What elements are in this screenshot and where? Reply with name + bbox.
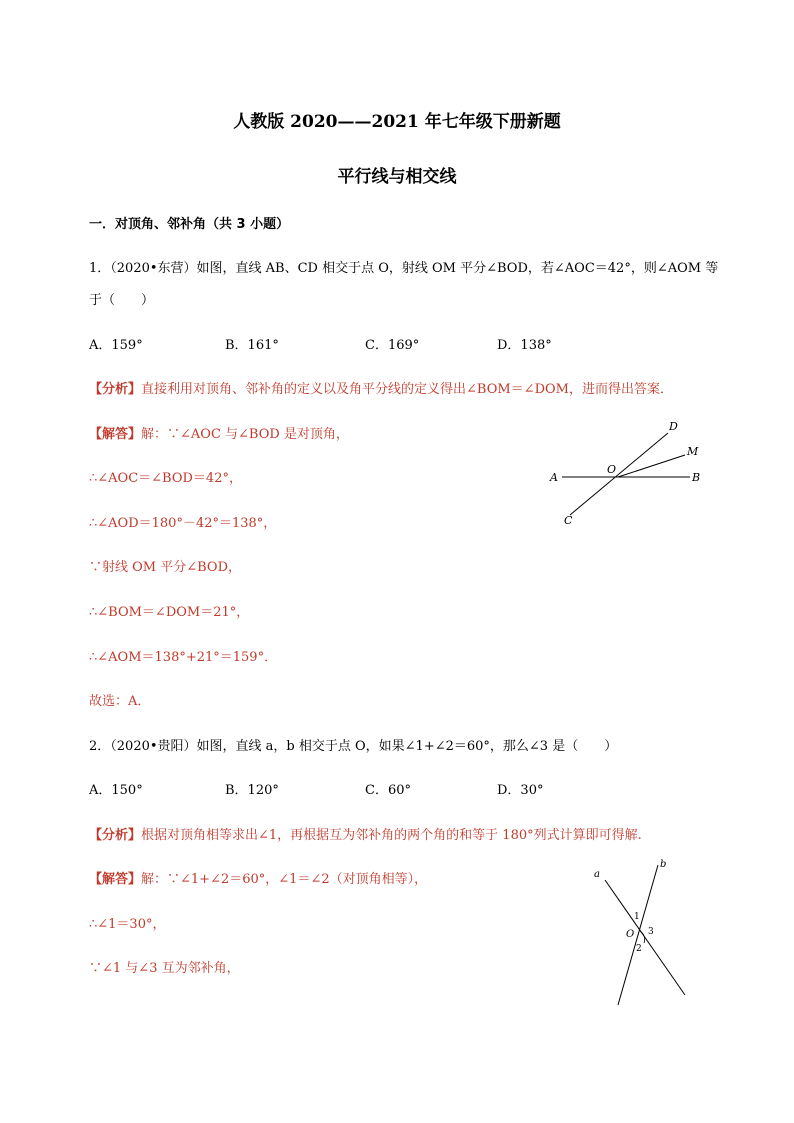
q1-stem-line1: 1．（2020•东营）如图，直线 AB、CD 相交于点 O，射线 OM 平分∠BOD，若∠AOC＝42°，则∠AOM 等 xyxy=(89,261,719,276)
q2-option-b: B．120° xyxy=(225,783,279,798)
label-a: A xyxy=(550,471,558,484)
q2-stem: 2．（2020•贵阳）如图，直线 a，b 相交于点 O，如果∠1+∠2＝60°，那么∠3 是（ ） xyxy=(89,739,618,754)
q1-step-1: ∴∠AOC＝∠BOD＝42°， xyxy=(89,471,242,486)
label-o-point: O xyxy=(626,929,635,940)
label-o: O xyxy=(607,463,617,476)
label-m: M xyxy=(687,445,699,458)
label-b-line: b xyxy=(660,859,667,870)
q2-analysis xyxy=(89,824,642,843)
label-angle-1: 1 xyxy=(634,912,640,922)
q1-analysis xyxy=(89,378,673,397)
q1-option-d: D．138° xyxy=(497,338,552,353)
q1-option-c: C．169° xyxy=(365,338,420,353)
section-heading: 一．对顶角、邻补角（共 3 小题） xyxy=(89,217,290,232)
q1-step-4: ∴∠BOM＝∠DOM＝21°， xyxy=(89,605,250,620)
q2-option-d: D．30° xyxy=(497,783,544,798)
q2-solution-text: 解：∵∠1+∠2＝60°，∠1＝∠2（对顶角相等）， xyxy=(141,872,428,887)
label-angle-2: 2 xyxy=(636,944,642,954)
q2-analysis-text: 根据对顶角相等求出∠1，再根据互为邻补角的两个角的和等于 180°列式计算即可得解. xyxy=(141,828,642,843)
q1-analysis-tag: 【分析】 xyxy=(89,382,142,397)
q2-figure xyxy=(590,855,700,1010)
label-a-line: a xyxy=(594,869,600,880)
q1-stem-line2: 于（ ） xyxy=(89,293,155,308)
label-d: D xyxy=(669,420,678,433)
q2-option-c: C．60° xyxy=(365,783,411,798)
q1-figure xyxy=(540,415,710,530)
q2-step-1: ∴∠1＝30°， xyxy=(89,917,166,932)
q1-option-b: B．161° xyxy=(225,338,279,353)
q2-step-2: ∵∠1 与∠3 互为邻补角， xyxy=(89,961,240,976)
label-angle-3: 3 xyxy=(648,927,654,937)
line-a xyxy=(605,880,685,995)
q1-solution-first xyxy=(89,423,349,442)
q2-solution-first xyxy=(89,868,427,887)
q2-option-a: A．150° xyxy=(89,783,143,798)
page-subtitle: 平行线与相交线 xyxy=(337,167,457,187)
q1-option-a: A．159° xyxy=(89,338,143,353)
q1-step-2: ∴∠AOD＝180°－42°＝138°， xyxy=(89,516,277,531)
q1-step-3: ∵射线 OM 平分∠BOD， xyxy=(89,560,242,575)
q2-analysis-tag: 【分析】 xyxy=(89,828,142,843)
q1-answer: 故选：A． xyxy=(89,694,151,709)
q1-solution-text: 解：∵∠AOC 与∠BOD 是对顶角， xyxy=(141,427,349,442)
q2-solution-tag: 【解答】 xyxy=(89,872,142,887)
label-c: C xyxy=(564,514,573,527)
q1-analysis-text: 直接利用对顶角、邻补角的定义以及角平分线的定义得出∠BOM＝∠DOM，进而得出答案． xyxy=(141,382,673,397)
page-title: 人教版 2020——2021 年七年级下册新题 xyxy=(233,112,561,132)
line-cd xyxy=(570,433,668,515)
q1-step-5: ∴∠AOM＝138°+21°＝159°． xyxy=(89,650,278,665)
label-b: B xyxy=(692,471,701,484)
q1-solution-tag: 【解答】 xyxy=(89,427,142,442)
angle-arc xyxy=(640,931,645,943)
